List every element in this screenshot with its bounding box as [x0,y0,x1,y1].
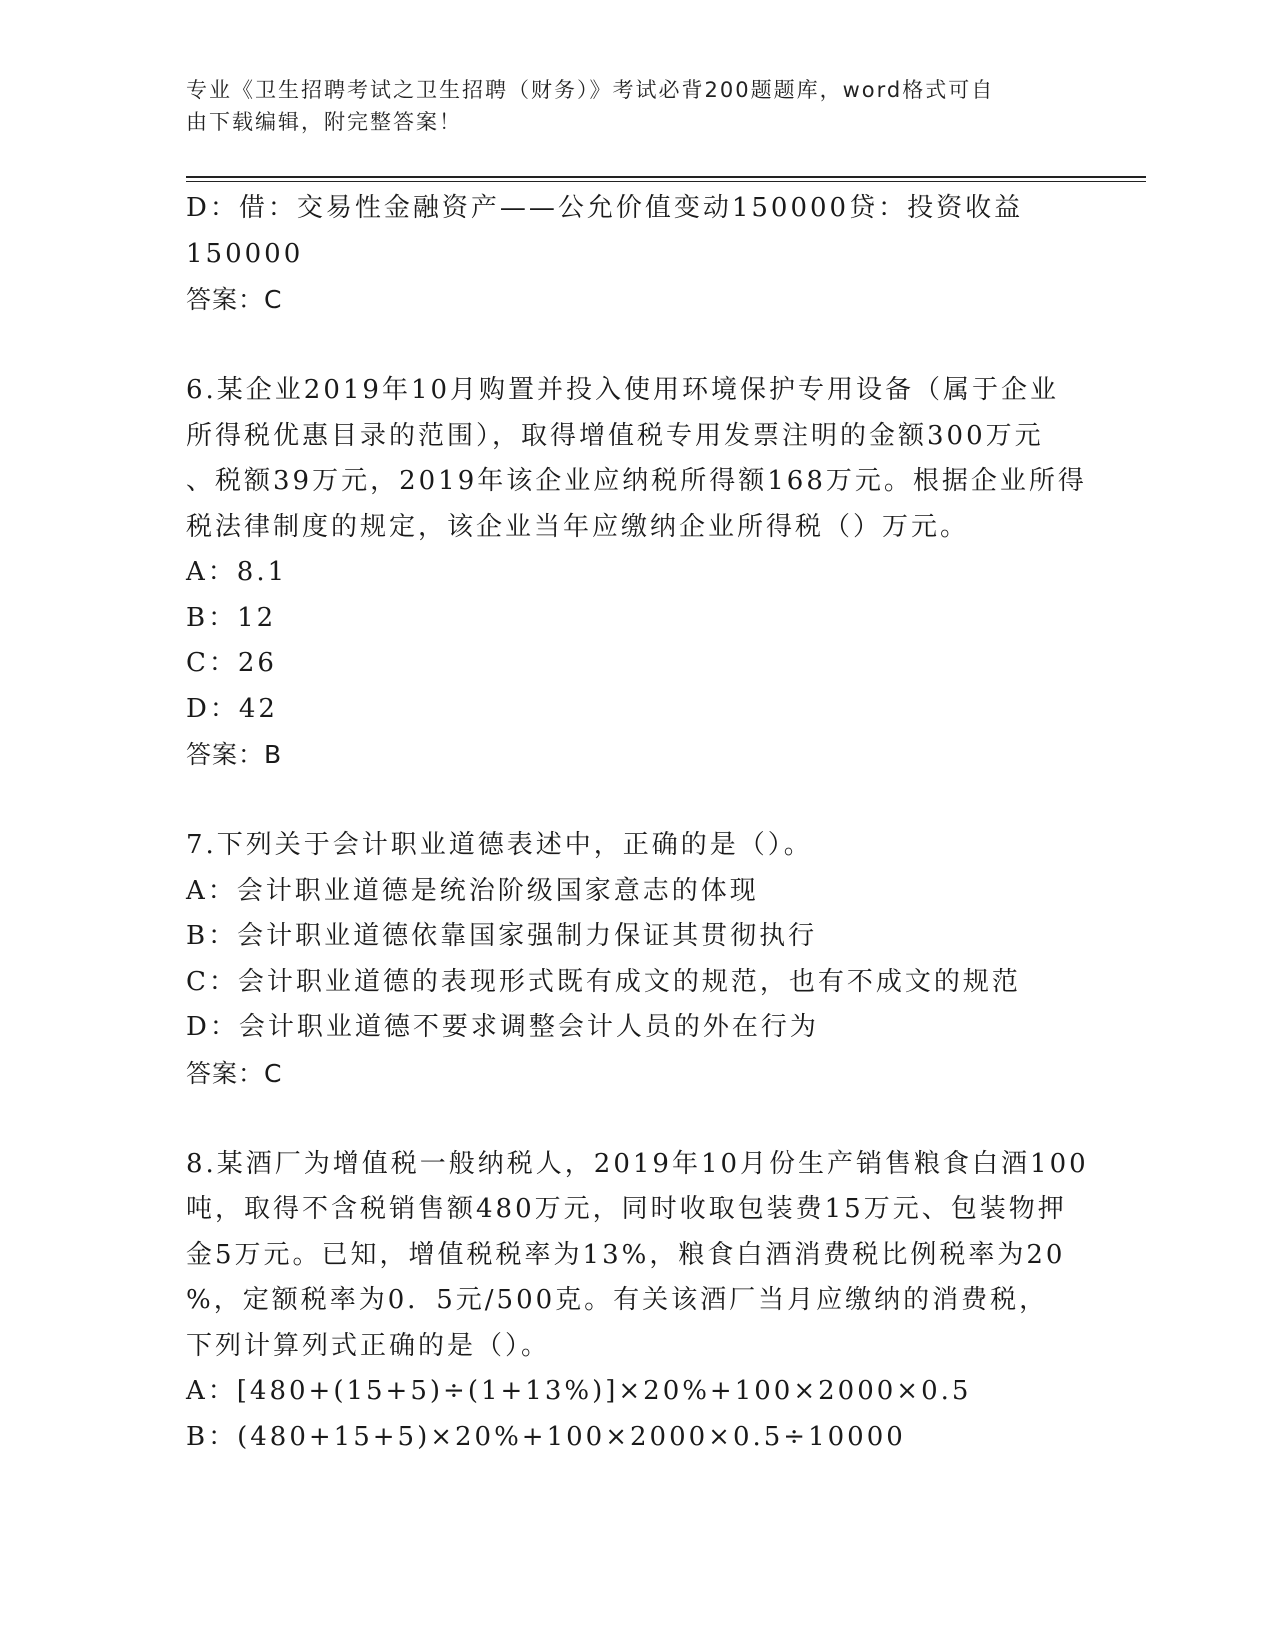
q6-answer: 答案：B [186,740,283,769]
q6-stem-line-3: 、税额39万元，2019年该企业应纳税所得额168万元。根据企业所得 [186,466,1087,496]
q7-stem-line-1: 7.下列关于会计职业道德表述中，正确的是（）。 [186,830,813,860]
q5-option-d-line-2: 150000 [186,238,304,269]
q8-stem-line-3: 金5万元。已知，增值税税率为13%，粮食白酒消费税比例税率为20 [186,1239,1066,1270]
question-content [186,186,1089,1460]
q6-stem-line-1: 6.某企业2019年10月购置并投入使用环境保护专用设备（属于企业 [186,375,1060,405]
header-line-1: 专业《卫生招聘考试之卫生招聘（财务）》考试必背200题题库，word格式可自 [186,78,995,102]
q7-option-b: B：会计职业道德依靠国家强制力保证其贯彻执行 [186,921,818,951]
q6-option-a: A：8.1 [186,557,288,587]
q6-option-b: B：12 [186,602,277,633]
q8-option-a: A：[480+(15+5)÷(1+13%)]×20%+100×2000×0.5 [186,1376,972,1406]
header-divider-thin [186,181,1146,182]
q7-option-d: D：会计职业道德不要求调整会计人员的外在行为 [186,1012,819,1042]
document-header [186,74,1076,138]
q8-stem-line-5: 下列计算列式正确的是（）。 [186,1330,551,1361]
spacer [186,323,1086,369]
q7-answer: 答案：C [186,1058,283,1088]
q8-stem-line-2: 吨，取得不含税销售额480万元，同时收取包装费15万元、包装物押 [186,1194,1067,1224]
spacer [186,1096,1086,1142]
q8-stem-line-1: 8.某酒厂为增值税一般纳税人，2019年10月份生产销售粮食白酒100 [186,1148,1089,1179]
q5-option-d-line-1: D：借：交易性金融资产——公允价值变动150000贷：投资收益 [186,193,1024,223]
q6-option-c: C：26 [186,648,277,678]
q8-option-b: B：(480+15+5)×20%+100×2000×0.5÷10000 [186,1421,906,1452]
q6-option-d: D：42 [186,693,278,724]
q7-option-a: A：会计职业道德是统治阶级国家意志的体现 [186,875,759,906]
q6-stem-line-4: 税法律制度的规定，该企业当年应缴纳企业所得税（）万元。 [186,511,970,542]
q8-stem-line-4: %，定额税率为0．5元/500克。有关该酒厂当月应缴纳的消费税， [186,1285,1049,1315]
q5-answer: 答案：C [186,285,283,314]
header-line-2: 由下载编辑，附完整答案！ [186,110,462,134]
spacer [186,778,1086,824]
q6-stem-line-2: 所得税优惠目录的范围），取得增值税专用发票注明的金额300万元 [186,420,1044,451]
q7-option-c: C：会计职业道德的表现形式既有成文的规范，也有不成文的规范 [186,966,1021,997]
header-divider-thick [186,176,1146,178]
